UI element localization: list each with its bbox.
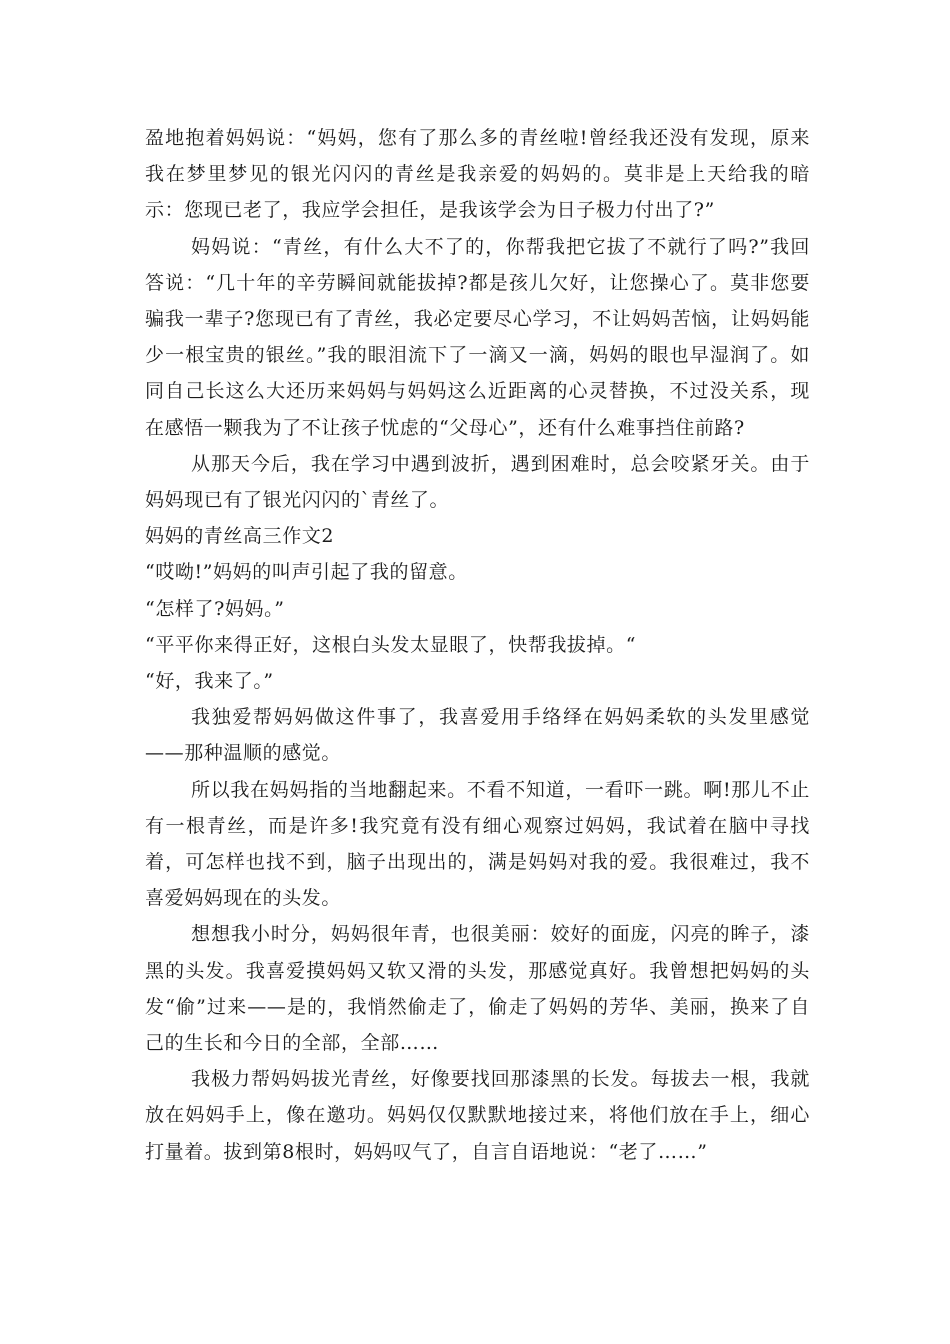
paragraph: 所以我在妈妈指的当地翻起来。不看不知道，一看吓一跳。啊!那儿不止有一根青丝，而是许多!我究竟有没有细心观察过妈妈，我试着在脑中寻找着，可怎样也找不到，脑子出现出的，满是妈妈对我的爱。我很难过，我不喜爱妈妈现在的头发。 xyxy=(145,778,810,910)
paragraph-dialogue-reply: 妈妈说：“青丝，有什么大不了的，你帮我把它拔了不就行了吗?”我回答说：“几十年的辛劳瞬间就能拔掉?都是孩儿欠好，让您操心了。莫非您要骗我一辈子?您现已有了青丝，我必定要尽心学习，不让妈妈苦恼，让妈妈能少一根宝贵的银丝。”我的眼泪流下了一滴又一滴，妈妈的眼也早湿润了。如同自己长这么大还历来妈妈与妈妈这么近距离的心灵替换，不过没关系，现在感悟一颗我为了不让孩子忧虑的“父母心”，还有什么难事挡住前路? xyxy=(145,235,810,439)
dialogue-line: “好，我来了。” xyxy=(145,670,274,693)
dialogue-line: “哎呦!”妈妈的叫声引起了我的留意。 xyxy=(145,561,468,584)
dialogue-line: “平平你来得正好，这根白头发太显眼了，快帮我拔掉。“ xyxy=(145,633,637,656)
paragraph: 我独爱帮妈妈做这件事了，我喜爱用手络绎在妈妈柔软的头发里感觉——那种温顺的感觉。 xyxy=(145,706,810,765)
paragraph: 想想我小时分，妈妈很年青，也很美丽：姣好的面庞，闪亮的眸子，漆黑的头发。我喜爱摸妈妈又软又滑的头发，那感觉真好。我曾想把妈妈的头发“偷”过来——是的，我悄然偷走了，偷走了妈妈的芳华、美丽，换来了自己的生长和今日的全部，全部…… xyxy=(145,923,810,1055)
paragraph-resolution: 从那天今后，我在学习中遇到波折，遇到困难时，总会咬紧牙关。由于妈妈现已有了银光闪闪的`青丝了。 xyxy=(145,452,810,512)
dialogue-line: “怎样了?妈妈。” xyxy=(145,597,285,620)
paragraph-continuation: 盈地抱着妈妈说：“妈妈，您有了那么多的青丝啦!曾经我还没有发现，原来我在梦里梦见的银光闪闪的青丝是我亲爱的妈妈的。莫非是上天给我的暗示：您现已老了，我应学会担任，是我该学会为日子极力付出了?” xyxy=(145,127,810,222)
essay-body xyxy=(145,120,810,1170)
essay-title: 妈妈的青丝高三作文2 xyxy=(145,525,335,548)
paragraph: 我极力帮妈妈拔光青丝，好像要找回那漆黑的长发。每拔去一根，我就放在妈妈手上，像在邀功。妈妈仅仅默默地接过来，将他们放在手上，细心打量着。拔到第8根时，妈妈叹气了，自言自语地说：“老了……” xyxy=(145,1068,810,1163)
